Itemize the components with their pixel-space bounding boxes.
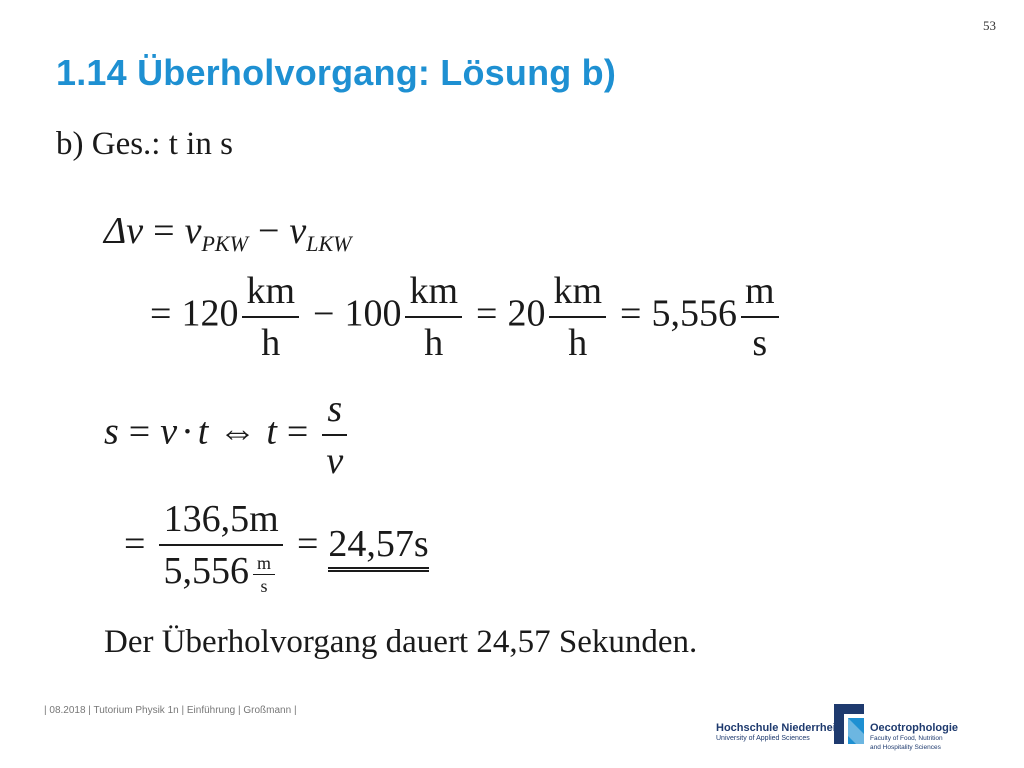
slide-number: 53 <box>983 18 996 33</box>
equals-sign: = <box>128 410 151 453</box>
value-5556: 5,556 <box>651 292 737 335</box>
fraction-s-over-v: $\frac{s}{v}$ <box>322 390 347 480</box>
dot-operator: · <box>181 410 194 453</box>
oeco-sub1: Faculty of Food, Nutrition <box>870 735 943 742</box>
equation-s-v-t <box>104 390 351 480</box>
unit-km-h: $\frac{km}{h}$ <box>242 272 299 362</box>
hsn-name: Hochschule Niederrhein <box>716 722 843 734</box>
equals-sign: = <box>153 210 175 252</box>
v-pkw: v <box>184 210 202 252</box>
unit-km-h: $\frac{km}{h}$ <box>549 272 606 362</box>
hsn-logo-text <box>716 722 843 742</box>
var-t: t <box>266 410 277 453</box>
value-120: 120 <box>181 292 239 335</box>
equals-sign: = <box>124 523 146 566</box>
oeco-sub2: and Hospitality Sciences <box>870 744 941 751</box>
equivalence-arrow: ⇔ <box>218 410 257 453</box>
var-t: t <box>197 410 209 453</box>
slide-subtitle: b) Ges.: t in s <box>56 126 233 162</box>
var-v: v <box>160 410 178 453</box>
value-100: 100 <box>344 292 402 335</box>
v-lkw: v <box>289 210 307 252</box>
unit-m-s: $\frac{m}{s}$ <box>741 272 779 362</box>
unit-km-h: $\frac{km}{h}$ <box>405 272 462 362</box>
unit-m-s-small: $\frac{m}{s}$ <box>253 554 275 595</box>
pkw-subscript: PKW <box>201 231 248 256</box>
slide-title: 1.14 Überholvorgang: Lösung b) <box>56 52 617 93</box>
oeco-name: Oecotrophologie <box>870 722 958 734</box>
footer-text: | 08.2018 | Tutorium Physik 1n | Einführung | Großmann | <box>44 705 297 716</box>
result-time: 24,57s <box>328 525 428 572</box>
minus-sign: − <box>313 292 335 335</box>
lkw-subscript: LKW <box>306 231 352 256</box>
conclusion-text: Der Überholvorgang dauert 24,57 Sekunden. <box>104 624 698 660</box>
equals-sign: = <box>150 292 172 335</box>
oeco-logo-text <box>870 722 958 752</box>
equals-sign: = <box>620 292 642 335</box>
hsn-sub: University of Applied Sciences <box>716 735 810 742</box>
delta-v: Δv <box>104 210 144 252</box>
equation-delta-v <box>104 212 352 255</box>
equals-sign: = <box>476 292 498 335</box>
equation-time-result <box>124 500 429 595</box>
equals-sign: = <box>286 410 309 453</box>
var-s: s <box>104 410 119 453</box>
equation-speed-values <box>150 272 783 362</box>
value-20: 20 <box>507 292 546 335</box>
minus-sign: − <box>257 210 280 252</box>
fraction-distance-over-speed: 136,5m 5,556 $\frac{m}{s}$ <box>159 500 283 595</box>
equals-sign: = <box>296 523 319 566</box>
